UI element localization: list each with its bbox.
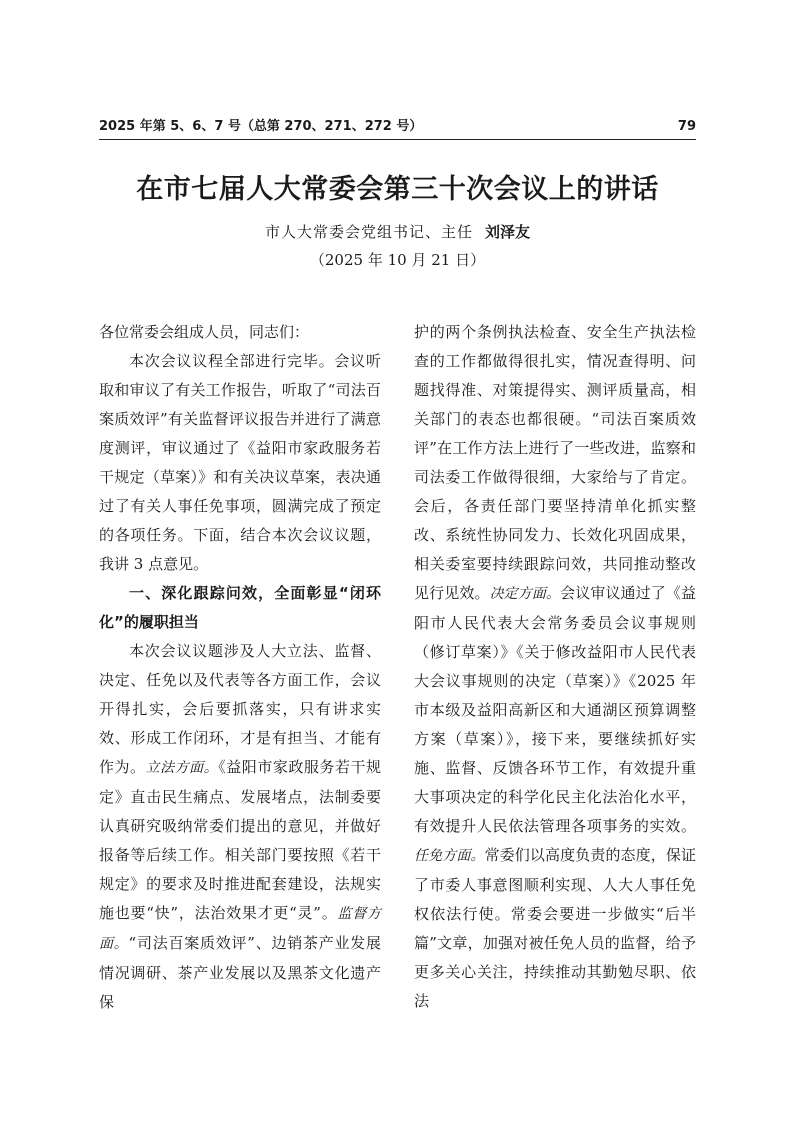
paragraph: 本次会议议程全部进行完毕。会议听取和审议了有关工作报告，听取了“司法百案质效评”有关监督评议报告并进行了满意度测评，审议通过了《益阳市家政服务若干规定（草案）》和有关决议草案，表决通过了有关人事任免事项，圆满完成了预定的各项任务。下面，结合本次会议议题，我讲 3 点意见。 [99,352,381,573]
paragraph-text: “司法百案质效评”、边销茶产业发展情况调研、茶产业发展以及黑茶文化遗产保 [99,934,382,1011]
paragraph-continued [414,318,696,1016]
paragraph-text: 《益阳市家政服务若干规定》直击民生痛点、发展堵点，法制委要认真研究吸纳常委们提出的意见，并做好报备等后续工作。相关部门要按照《若干规定》的要求及时推进配套建设，法规实施也要“快”，法治效果才更“灵”。 [99,758,381,922]
paragraph-text: 护的两个条例执法检查、安全生产执法检查的工作都做得很扎实，情况查得明、问题找得准、对策提得实、测评质量高，相关部门的表态也都很硬。“司法百案质效评”在工作方法上进行了一些改进，监察和司法委工作做得很细，大家给与了肯定。会后，各责任部门要坚持清单化抓实整改、系统性协同发力、长效化巩固成果，相关委室要持续跟踪问效，共同推动整改见行见效。 [414,323,696,602]
paragraph-text: 本次会议议题涉及人大立法、监督、决定、任免以及代表等各方面工作，会议开得扎实，会后要抓落实，只有讲求实效、形成工作闭环，才是有担当、才能有作为。 [99,642,381,776]
author-name: 刘泽友 [485,223,531,241]
lead-in-appointment: 任免方面。 [414,848,485,864]
section-heading: 一、深化跟踪问效，全面彰显“闭环化”的履职担当 [99,584,381,631]
article-title: 在市七届人大常委会第三十次会议上的讲话 [136,174,659,205]
speech-date: （2025 年 10 月 21 日） [309,251,486,269]
author-role: 市人大常委会党组书记、主任 [264,223,473,241]
paragraph-text: 常委们以高度负责的态度，保证了市委人事意图顺利实现、人大人事任免权依法行使。常委会要进一步做实“后半篇”文章，加强对被任免人员的监督，给予更多关心关注，持续推动其勤勉尽职、依法 [414,846,696,1010]
lead-in-supervision: 监督方面。 [99,906,381,952]
issue-info: 2025 年第 5、6、7 号（总第 270、271、272 号） [99,119,423,134]
paragraph-text: 会议审议通过了《益阳市人民代表大会常务委员会议事规则（修订草案）》《关于修改益阳市人民代表大会议事规则的决定（草案）》《2025 年市本级及益阳高新区和大通湖区预算调整方案（草案）》，接下来，要继续抓好实施、监督、反馈各环节工作，有效提升重大事项决定的科学化民主化法治化水平，有效提升人民依法管理各项事务的实效。 [414,584,696,835]
left-column [99,318,381,1017]
lead-in-legislation: 立法方面。 [145,760,219,776]
running-header [99,116,696,138]
right-column [414,318,696,1016]
paragraph [99,637,381,1017]
salutation: 各位常委会组成人员，同志们： [99,323,310,341]
header-rule [99,139,696,140]
byline [99,220,696,244]
page-number: 79 [677,119,696,134]
lead-in-decision: 决定方面。 [489,586,561,602]
